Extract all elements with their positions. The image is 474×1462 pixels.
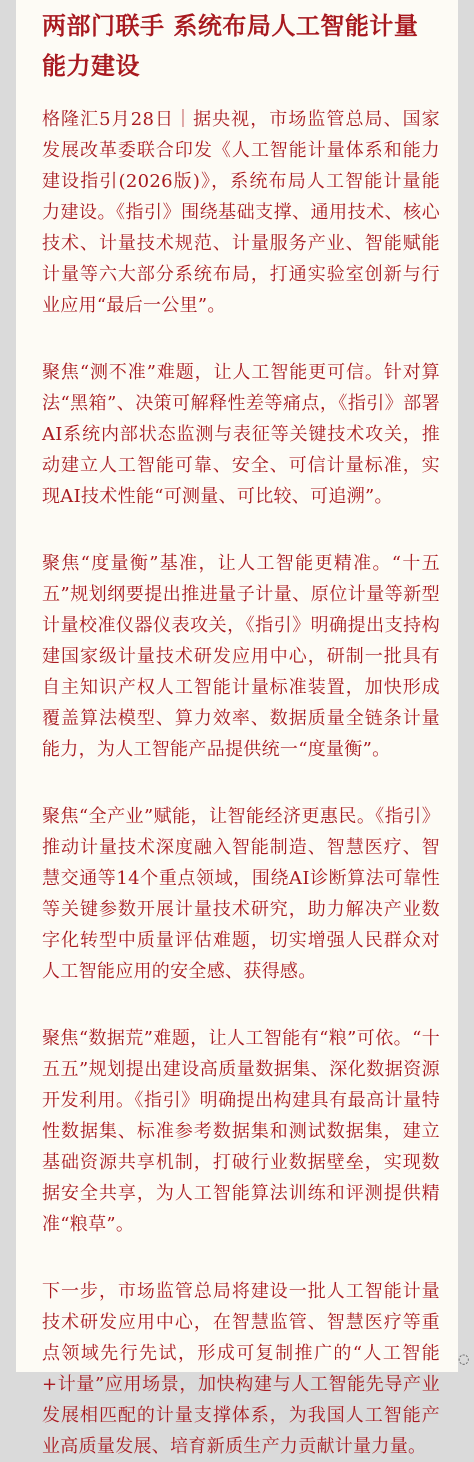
paragraph-measure: 聚焦“度量衡”基准，让人工智能更精准。“十五五”规划纲要提出推进量子计量、原位计量等新型计量校准仪器仪表攻关，《指引》明确提出支持构建国家级计量技术研发应用中心，研制一批具有自主知识产权人工智能计量标准装置，加快形成覆盖算法模型、算力效率、数据质量全链条计量能力，为人工智能产品提供统一“度量衡”。 [42,548,440,765]
paragraph-data: 聚焦“数据荒”难题，让人工智能有“粮”可依。“十五五”规划提出建设高质量数据集、深化数据资源开发利用。《指引》明确提出构建具有最高计量特性数据集、标准参考数据集和测试数据集，建立基础资源共享机制，打破行业数据壁垒，实现数据安全共享，为人工智能算法训练和评测提供精准“粮草”。 [42,1023,440,1240]
article-card [16,0,458,1372]
article-title: 两部门联手 系统布局人工智能计量能力建设 [42,6,440,86]
partial-icon: ◌ [458,1352,474,1368]
paragraph-intro: 格隆汇5月28日｜据央视，市场监管总局、国家发展改革委联合印发《人工智能计量体系和能力建设指引(2026版)》，系统布局人工智能计量能力建设。《指引》围绕基础支撑、通用技术、核心技术、计量技术规范、计量服务产业、智能赋能计量等六大部分系统布局，打通实验室创新与行业应用“最后一公里”。 [42,104,440,321]
paragraph-trust: 聚焦“测不准”难题，让人工智能更可信。针对算法“黑箱”、决策可解释性差等痛点，《指引》部署AI系统内部状态监测与表征等关键技术攻关，推动建立人工智能可靠、安全、可信计量标准，实现AI技术性能“可测量、可比较、可追溯”。 [42,357,440,512]
paragraph-industry: 聚焦“全产业”赋能，让智能经济更惠民。《指引》推动计量技术深度融入智能制造、智慧医疗、智慧交通等14个重点领域，围绕AI诊断算法可靠性等关键参数开展计量技术研究，助力解决产业数字化转型中质量评估难题，切实增强人民群众对人工智能应用的安全感、获得感。 [42,801,440,987]
paragraph-next-step: 下一步，市场监管总局将建设一批人工智能计量技术研发应用中心，在智慧监管、智慧医疗等重点领域先行先试，形成可复制推广的“人工智能+计量”应用场景，加快构建与人工智能先导产业发展相匹配的计量支撑体系，为我国人工智能产业高质量发展、培育新质生产力贡献计量力量。 [42,1276,440,1462]
